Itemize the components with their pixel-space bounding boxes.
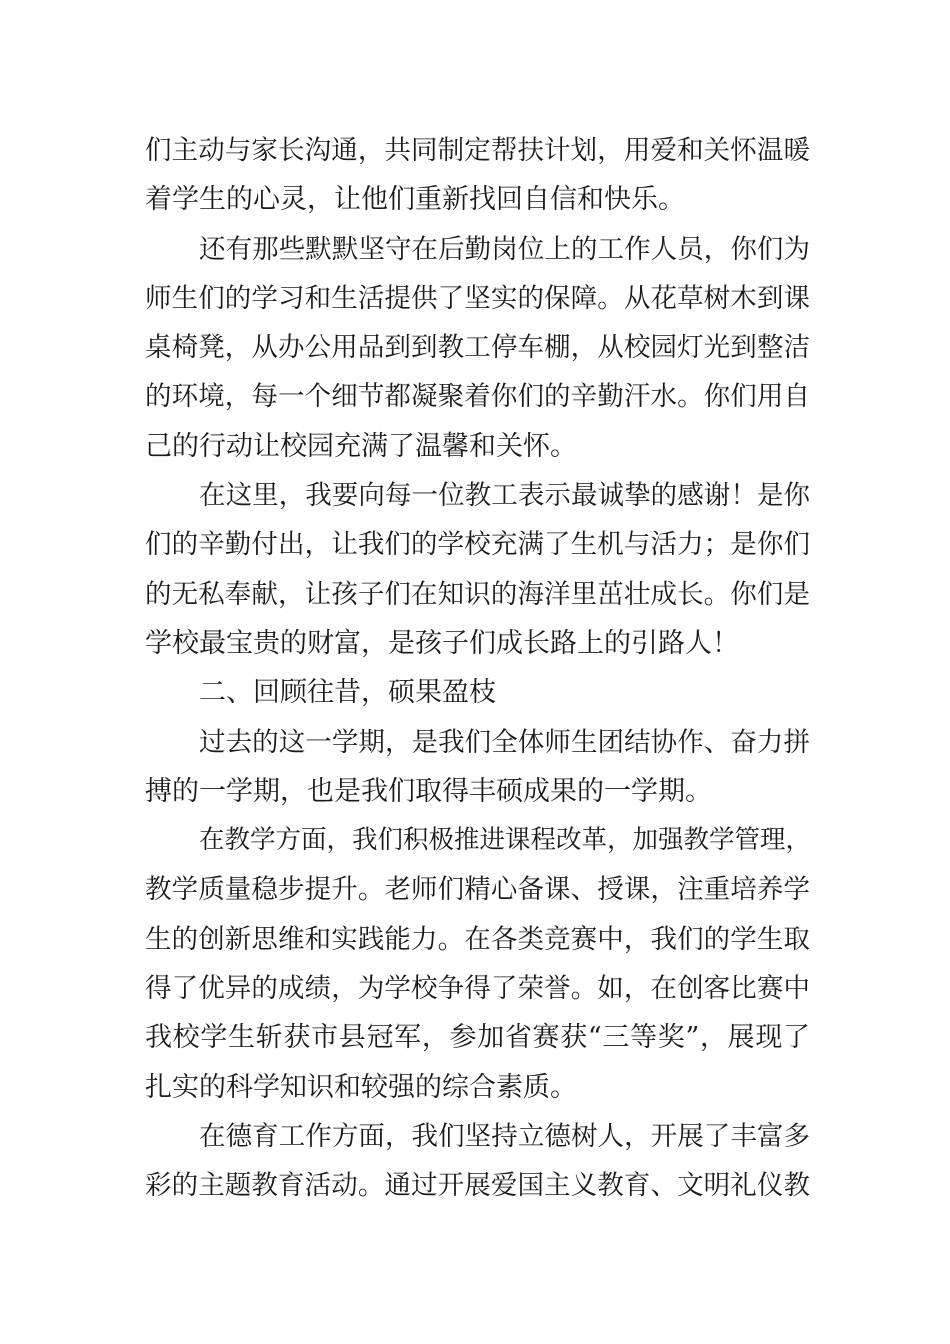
text-line: 学校最宝贵的财富，是孩子们成长路上的引路人！ (145, 627, 739, 659)
text-line: 的环境，每一个细节都凝聚着你们的辛勤汗水。你们用自 (145, 381, 810, 413)
section-heading: 二、回顾往昔，硕果盈枝 (199, 677, 496, 709)
paragraph-first-line: 在这里，我要向每一位教工表示最诚挚的感谢！是你 (199, 480, 810, 512)
text-line: 搏的一学期，也是我们取得丰硕成果的一学期。 (145, 775, 712, 807)
text-line: 我校学生斩获市县冠军，参加省赛获“三等奖”，展现了 (145, 1022, 810, 1054)
text-line: 师生们的学习和生活提供了坚实的保障。从花草树木到课 (145, 282, 810, 314)
text-line: 生的创新思维和实践能力。在各类竞赛中，我们的学生取 (145, 923, 810, 955)
paragraph-first-line: 过去的这一学期，是我们全体师生团结协作、奋力拼 (199, 726, 810, 758)
paragraph-first-line: 在教学方面，我们积极推进课程改革，加强教学管理， (199, 825, 812, 856)
paragraph-first-line: 在德育工作方面，我们坚持立德树人，开展了丰富多 (199, 1120, 810, 1152)
text-line: 教学质量稳步提升。老师们精心备课、授课，注重培养学 (145, 874, 810, 906)
paragraph-first-line: 还有那些默默坚守在后勤岗位上的工作人员，你们为 (199, 233, 810, 265)
text-line: 桌椅凳，从办公用品到到教工停车棚，从校园灯光到整洁 (145, 332, 810, 364)
text-line: 彩的主题教育活动。通过开展爱国主义教育、文明礼仪教 (145, 1170, 810, 1202)
text-line: 扎实的科学知识和较强的综合素质。 (145, 1071, 577, 1103)
text-line: 的无私奉献，让孩子们在知识的海洋里茁壮成长。你们是 (145, 578, 810, 610)
text-line: 得了优异的成绩，为学校争得了荣誉。如，在创客比赛中 (145, 973, 810, 1005)
text-line: 己的行动让校园充满了温馨和关怀。 (145, 430, 577, 462)
document-body (145, 126, 810, 1211)
text-line: 着学生的心灵，让他们重新找回自信和快乐。 (145, 184, 685, 216)
text-line: 们的辛勤付出，让我们的学校充满了生机与活力；是你们 (145, 529, 810, 561)
text-line: 们主动与家长沟通，共同制定帮扶计划，用爱和关怀温暖 (145, 135, 810, 166)
